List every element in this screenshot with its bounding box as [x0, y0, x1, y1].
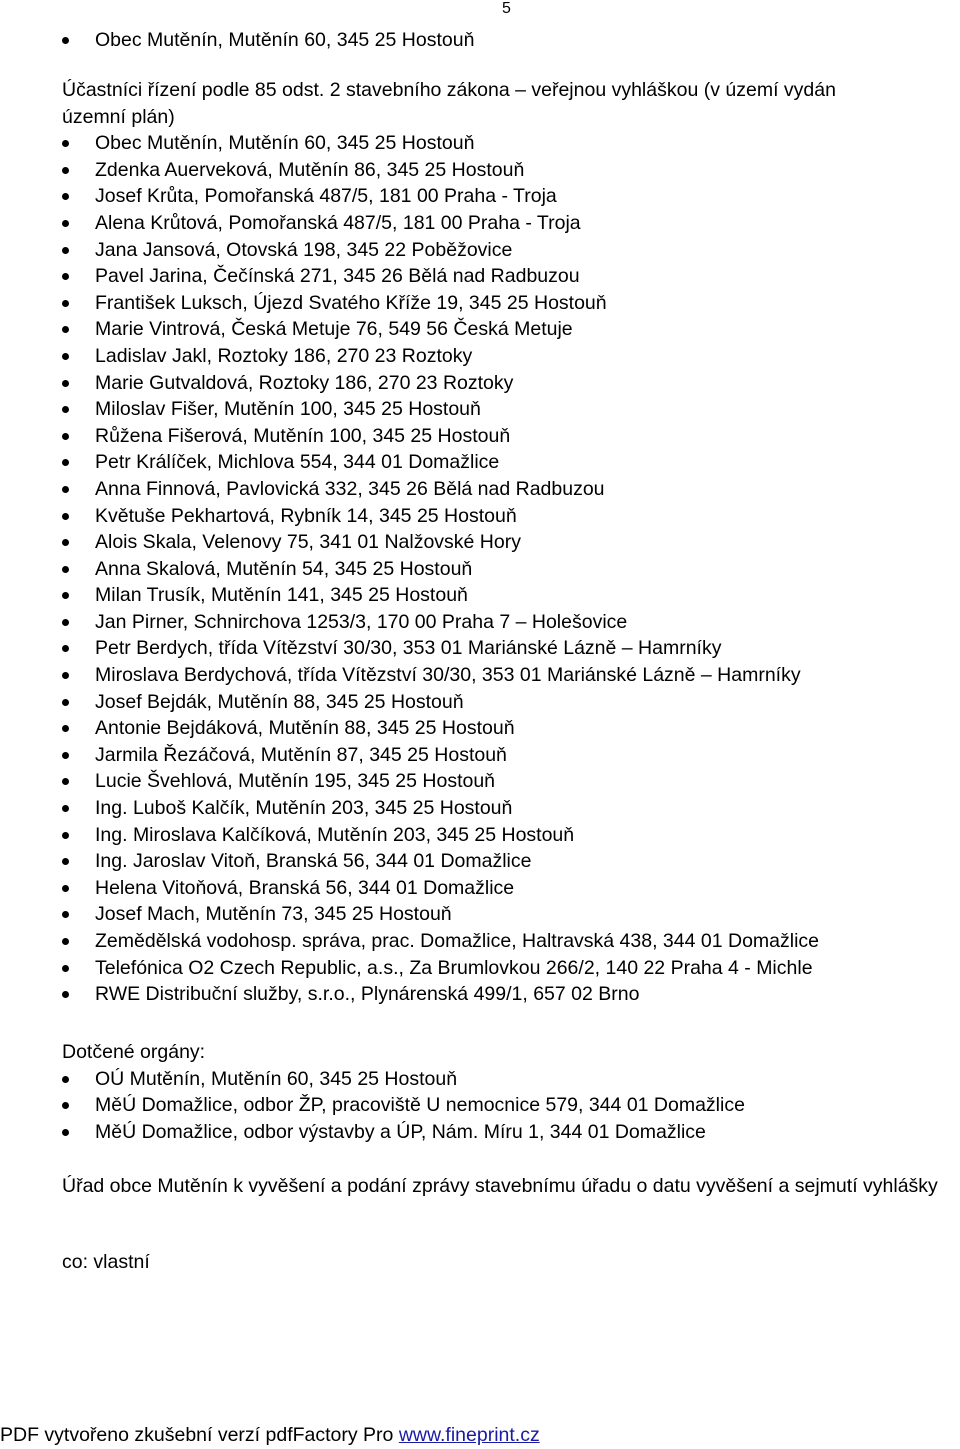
- top-recipient-list: [62, 27, 950, 54]
- office-note-text: Úřad obce Mutěnín k vyvěšení a podání zprávy stavebnímu úřadu o datu vyvěšení a sejmutí vyhlášky: [62, 1175, 938, 1197]
- list-item: Alois Skala, Velenovy 75, 341 01 Nalžovské Hory: [62, 529, 950, 556]
- list-item: Josef Krůta, Pomořanská 487/5, 181 00 Praha - Troja: [62, 183, 950, 210]
- list-item: Obec Mutěnín, Mutěnín 60, 345 25 Hostouň: [62, 130, 950, 157]
- list-item: Josef Mach, Mutěnín 73, 345 25 Hostouň: [62, 901, 950, 928]
- list-item: Marie Vintrová, Česká Metuje 76, 549 56 Česká Metuje: [62, 316, 950, 343]
- authorities-section: [62, 1039, 950, 1145]
- participants-heading: Účastníci řízení podle 85 odst. 2 stavebního zákona – veřejnou vyhláškou (v území vydán: [62, 79, 836, 101]
- list-item: Petr Berdych, třída Vítězství 30/30, 353 01 Mariánské Lázně – Hamrníky: [62, 635, 950, 662]
- list-item: Jan Pirner, Schnirchova 1253/3, 170 00 Praha 7 – Holešovice: [62, 609, 950, 636]
- list-item: Anna Skalová, Mutěnín 54, 345 25 Hostouň: [62, 556, 950, 583]
- list-item: Pavel Jarina, Čečínská 271, 345 26 Bělá nad Radbuzou: [62, 263, 950, 290]
- list-item: Milan Trusík, Mutěnín 141, 345 25 Hostouň: [62, 582, 950, 609]
- list-item: Helena Vitoňová, Branská 56, 344 01 Domažlice: [62, 875, 950, 902]
- list-item: Lucie Švehlová, Mutěnín 195, 345 25 Hostouň: [62, 768, 950, 795]
- list-item: František Luksch, Újezd Svatého Kříže 19, 345 25 Hostouň: [62, 290, 950, 317]
- list-item: Růžena Fišerová, Mutěnín 100, 345 25 Hostouň: [62, 423, 950, 450]
- office-note: [62, 1173, 948, 1200]
- list-item: Marie Gutvaldová, Roztoky 186, 270 23 Roztoky: [62, 370, 950, 397]
- copy-note-text: co: vlastní: [62, 1251, 150, 1273]
- list-item: Antonie Bejdáková, Mutěnín 88, 345 25 Hostouň: [62, 715, 950, 742]
- list-item: Květuše Pekhartová, Rybník 14, 345 25 Hostouň: [62, 503, 950, 530]
- participants-section: [62, 77, 950, 1008]
- list-item: Josef Bejdák, Mutěnín 88, 345 25 Hostouň: [62, 689, 950, 716]
- list-item: MěÚ Domažlice, odbor ŽP, pracoviště U nemocnice 579, 344 01 Domažlice: [62, 1092, 950, 1119]
- participants-list: [62, 130, 950, 1008]
- list-item: RWE Distribuční služby, s.r.o., Plynárenská 499/1, 657 02 Brno: [62, 981, 950, 1008]
- page-number: 5: [502, 0, 511, 17]
- list-item: Telefónica O2 Czech Republic, a.s., Za Brumlovkou 266/2, 140 22 Praha 4 - Michle: [62, 955, 950, 982]
- list-item: Ing. Miroslava Kalčíková, Mutěnín 203, 345 25 Hostouň: [62, 822, 950, 849]
- list-item: Alena Krůtová, Pomořanská 487/5, 181 00 Praha - Troja: [62, 210, 950, 237]
- list-item: Jana Jansová, Otovská 198, 345 22 Poběžovice: [62, 237, 950, 264]
- authorities-heading: Dotčené orgány:: [62, 1041, 206, 1063]
- list-item: Zemědělská vodohosp. správa, prac. Domažlice, Haltravská 438, 344 01 Domažlice: [62, 928, 950, 955]
- list-item: Zdenka Auerveková, Mutěnín 86, 345 25 Hostouň: [62, 157, 950, 184]
- footer-link[interactable]: www.fineprint.cz: [398, 1424, 540, 1446]
- list-item: OÚ Mutěnín, Mutěnín 60, 345 25 Hostouň: [62, 1066, 950, 1093]
- footer-text: PDF vytvořeno zkušební verzí pdfFactory Pro: [0, 1424, 399, 1446]
- list-item: Petr Králíček, Michlova 554, 344 01 Domažlice: [62, 449, 950, 476]
- list-item: Ing. Jaroslav Vitoň, Branská 56, 344 01 Domažlice: [62, 848, 950, 875]
- list-item: Miroslava Berdychová, třída Vítězství 30/30, 353 01 Mariánské Lázně – Hamrníky: [62, 662, 950, 689]
- list-item: Jarmila Řezáčová, Mutěnín 87, 345 25 Hostouň: [62, 742, 950, 769]
- list-item: Ing. Luboš Kalčík, Mutěnín 203, 345 25 Hostouň: [62, 795, 950, 822]
- list-item: Ladislav Jakl, Roztoky 186, 270 23 Roztoky: [62, 343, 950, 370]
- pdf-footer: [0, 1423, 540, 1447]
- copy-note: [62, 1249, 950, 1276]
- participants-heading-continuation: územní plán): [62, 105, 175, 128]
- list-item: MěÚ Domažlice, odbor výstavby a ÚP, Nám. Míru 1, 344 01 Domažlice: [62, 1119, 950, 1146]
- list-item: Anna Finnová, Pavlovická 332, 345 26 Bělá nad Radbuzou: [62, 476, 950, 503]
- authorities-list: [62, 1066, 950, 1146]
- list-item: Obec Mutěnín, Mutěnín 60, 345 25 Hostouň: [62, 27, 950, 54]
- list-item: Miloslav Fišer, Mutěnín 100, 345 25 Hostouň: [62, 396, 950, 423]
